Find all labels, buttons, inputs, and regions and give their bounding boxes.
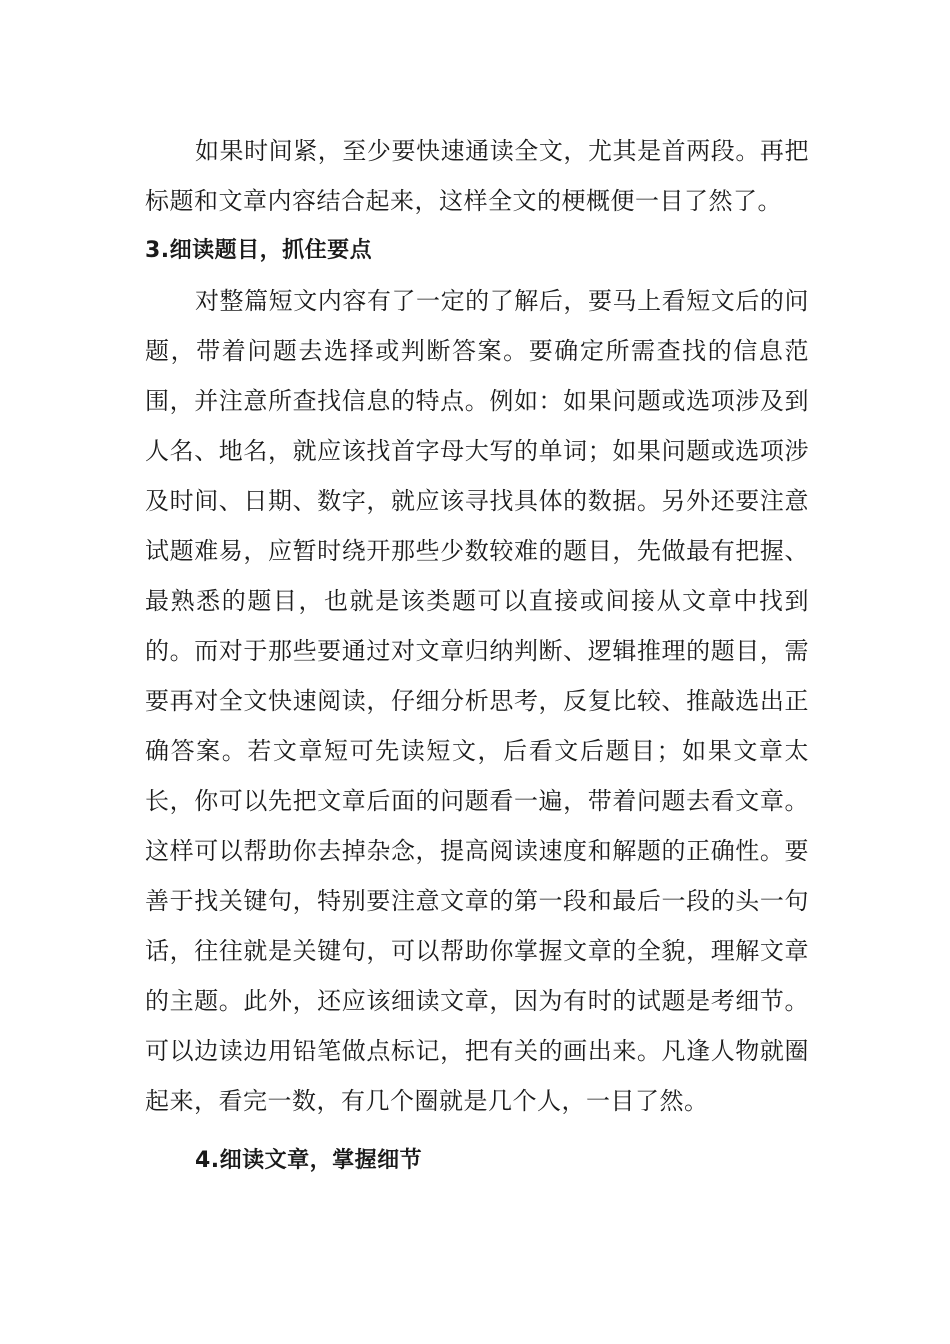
section-heading-4: 4.细读文章，掌握细节 <box>195 1148 423 1173</box>
paragraph-section-3: 对整篇短文内容有了一定的了解后，要马上看短文后的问题，带着问题去选择或判断答案。要确定所需查找的信息范围，并注意所查找信息的特点。例如：如果问题或选项涉及到人名、地名，就应该找首字母大写的单词；如果问题或选项涉及时间、日期、数字，就应该寻找具体的数据。另外还要注意试题难易，应暂时绕开那些少数较难的题目，先做最有把握、最熟悉的题目，也就是该类题可以直接或间接从文章中找到的。而对于那些要通过对文章归纳判断、逻辑推理的题目，需要再对全文快速阅读，仔细分析思考，反复比较、推敲选出正确答案。若文章短可先读短文，后看文后题目；如果文章太长，你可以先把文章后面的问题看一遍，带着问题去看文章。这样可以帮助你去掉杂念，提高阅读速度和解题的正确性。要善于找关键句，特别要注意文章的第一段和最后一段的头一句话，往往就是关键句，可以帮助你掌握文章的全貌，理解文章的主题。此外，还应该细读文章，因为有时的试题是考细节。可以边读边用铅笔做点标记，把有关的画出来。凡逢人物就圈起来，看完一数，有几个圈就是几个人，一目了然。 <box>145 287 809 1115</box>
section-heading-3: 3.细读题目，抓住要点 <box>145 238 373 263</box>
document-body <box>145 126 809 1186</box>
paragraph-intro: 如果时间紧，至少要快速通读全文，尤其是首两段。再把标题和文章内容结合起来，这样全文的梗概便一目了然了。 <box>145 137 809 215</box>
